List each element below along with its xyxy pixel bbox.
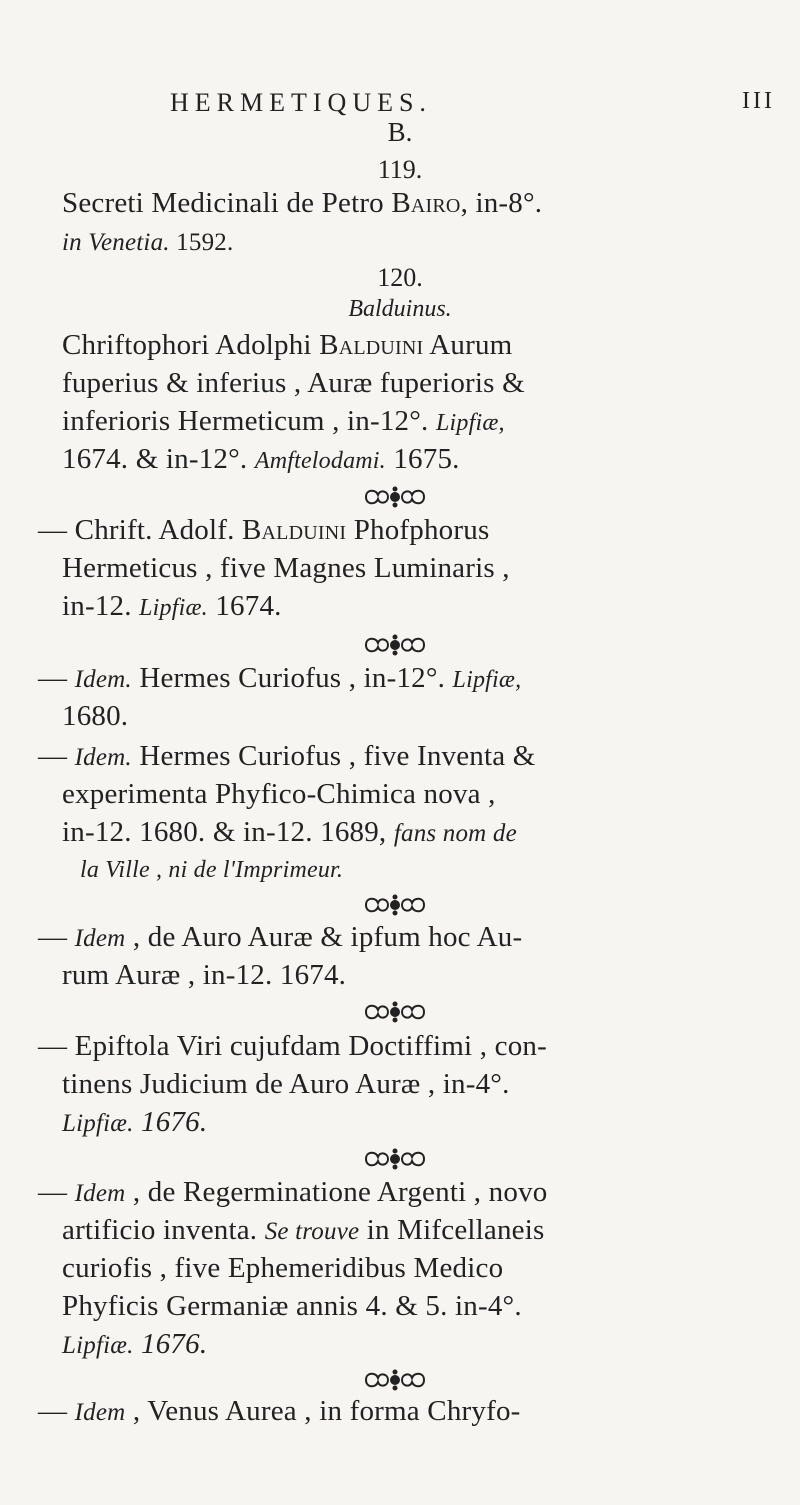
entry-regerminatione-line-2: artificio inventa. Se trouve in Mifcellaneis <box>62 1214 545 1246</box>
entry-120-line-2: fuperius & inferius , Auræ fuperioris & <box>62 367 525 399</box>
running-header: HERMETIQUES. <box>170 88 432 117</box>
entry-119-line-1: Secreti Medicinali de Petro Bairo, in-8°. <box>62 187 543 219</box>
printer-ornament <box>360 633 430 657</box>
entry-auro-line-1: — Idem , de Auro Auræ & ipfum hoc Au- <box>38 921 523 953</box>
entry-120-line-3: inferioris Hermeticum , in-12°. Lipfiæ, <box>62 405 505 437</box>
entry-epistola-line-3: Lipfiæ. 1676. <box>62 1106 208 1138</box>
entry-epistola-line-2: tinens Judicium de Auro Auræ , in-4°. <box>62 1068 510 1100</box>
entry-number-119: 119. <box>377 155 423 184</box>
entry-venus-line-1: — Idem , Venus Aurea , in forma Chryfo- <box>38 1395 521 1427</box>
entry-inventa-line-4: la Ville , ni de l'Imprimeur. <box>80 857 344 883</box>
entry-regerminatione-line-3: curiofis , five Ephemeridibus Medico <box>62 1252 504 1284</box>
entry-inventa-line-3: in-12. 1680. & in-12. 1689, fans nom de <box>62 816 517 848</box>
printer-ornament <box>360 1147 430 1171</box>
entry-120-heading: Balduinus. <box>348 296 452 322</box>
entry-curiosus-line-2: 1680. <box>62 700 129 732</box>
entry-120-line-1: Chriftophori Adolphi Balduini Aurum <box>62 329 513 361</box>
entry-inventa-line-1: — Idem. Hermes Curiofus , five Inventa & <box>38 740 536 772</box>
printer-ornament <box>360 893 430 917</box>
printer-ornament <box>360 1000 430 1024</box>
entry-auro-line-2: rum Auræ , in-12. 1674. <box>62 959 347 991</box>
printer-ornament <box>360 485 430 509</box>
entry-number-120: 120. <box>377 263 423 292</box>
entry-regerminatione-line-1: — Idem , de Regerminatione Argenti , novo <box>38 1176 548 1208</box>
printer-ornament <box>360 1368 430 1392</box>
entry-119-line-2: in Venetia. 1592. <box>62 229 234 256</box>
entry-regerminatione-line-4: Phyficis Germaniæ annis 4. & 5. in-4°. <box>62 1290 522 1322</box>
entry-120-line-4: 1674. & in-12°. Amftelodami. 1675. <box>62 443 460 475</box>
entry-phosphorus-line-3: in-12. Lipfiæ. 1674. <box>62 590 282 622</box>
page-number: III <box>742 88 775 114</box>
entry-phosphorus-line-2: Hermeticus , five Magnes Luminaris , <box>62 552 510 584</box>
entry-curiosus-line-1: — Idem. Hermes Curiofus , in-12°. Lipfiæ, <box>38 662 522 694</box>
entry-epistola-line-1: — Epiftola Viri cujufdam Doctiffimi , con- <box>38 1030 547 1062</box>
section-letter: B. <box>387 117 413 147</box>
entry-regerminatione-line-5: Lipfiæ. 1676. <box>62 1328 208 1360</box>
entry-inventa-line-2: experimenta Phyfico-Chimica nova , <box>62 778 496 810</box>
entry-phosphorus-line-1: — Chrift. Adolf. Balduini Phofphorus <box>38 514 490 546</box>
